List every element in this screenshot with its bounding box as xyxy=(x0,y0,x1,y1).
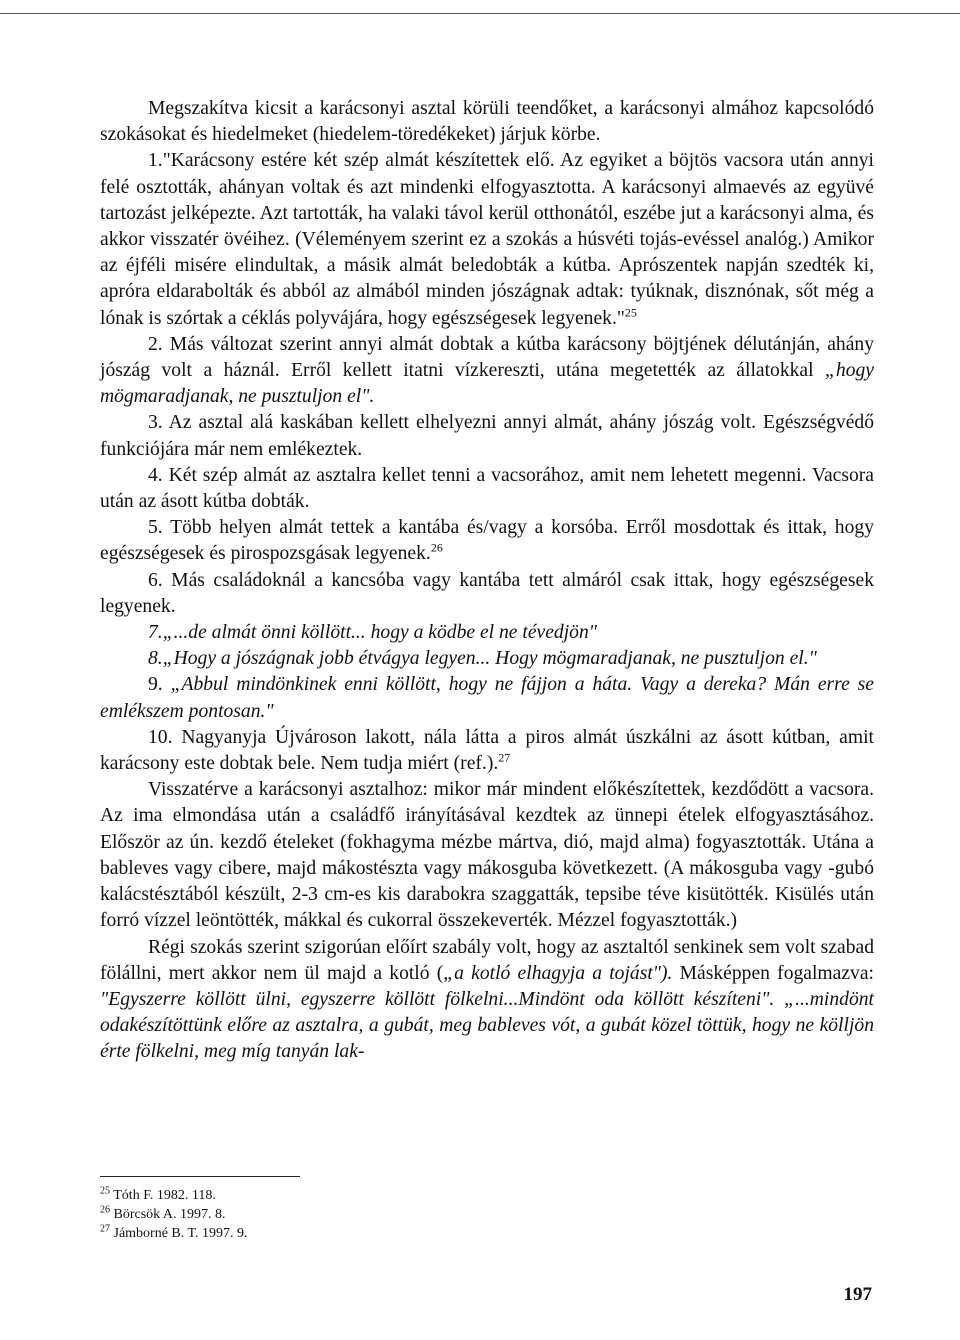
footnote-text: Börcsök A. 1997. 8. xyxy=(110,1207,226,1222)
top-rule xyxy=(0,13,960,14)
footnote-text: Tóth F. 1982. 118. xyxy=(110,1188,216,1203)
paragraph-item-8 xyxy=(100,646,874,672)
text-run: 8.„Hogy a jószágnak jobb étvágya legyen... Hogy mögmaradjanak, ne pusztuljon el." xyxy=(148,648,817,670)
footnote-number: 25 xyxy=(100,1185,110,1197)
text-run: Visszatérve a karácsonyi asztalhoz: mikor már mindent előkészítettek, kezdődött a vacsora. Az ima elmondása után a családfő irányításával kezdtek az ünnepi ételek elfogyasztásához. Először az ún. kezdő ételeket (fokhagyma mézbe mártva, dió, majd alma) fogyasztották. Utána a bableves vagy cibere, majd mákostészta vagy mákosguba következett. (A mákosguba vagy -gubó kalácstésztából készült, 2-3 cm-es kis darabokra szaggatták, tepsibe téve kisütötték. Kisülés után forró vízzel leöntötték, mákkal és cukorral összekeverték. Mézzel fogyasztották.) xyxy=(100,779,874,932)
text-run: Másképpen fogalmazva: xyxy=(672,962,874,984)
text-run: 2. Más változat szerint annyi almát dobtak a kútba karácsony böjtjének délutánján, ahány jószág volt a háznál. Erről kellett itatni vízkereszti, utána megetették az állatokkal xyxy=(100,333,874,382)
paragraph-item-2 xyxy=(100,332,874,411)
text-run: „hogy mögmaradjanak, ne pusztuljon el". xyxy=(100,360,874,408)
paragraph-item-1 xyxy=(100,148,874,331)
paragraph-item-10 xyxy=(100,725,874,777)
footnote-ref: 26 xyxy=(430,540,443,555)
text-run: 9. xyxy=(148,674,171,696)
text-run: 7.„...de almát önni köllött... hogy a ködbe el ne tévedjön" xyxy=(148,622,597,644)
text-run: 10. Nagyanyja Újvároson lakott, nála látta a piros almát úszkálni az ásott kútban, amit karácsony este dobtak bele. Nem tudja miért (ref.). xyxy=(100,726,874,775)
footnote-ref: 27 xyxy=(498,750,511,765)
page-number: 197 xyxy=(843,1284,872,1305)
paragraph-rule xyxy=(100,935,874,1066)
footnote-separator xyxy=(100,1176,300,1177)
paragraph-item-4 xyxy=(100,463,874,515)
text-run: „a kotló elhagyja a tojást"). xyxy=(443,962,673,984)
text-run: 4. Két szép almát az asztalra kellet tenni a vacsorához, amit nem lehetett megenni. Vacsora után az ásott kútba dobták. xyxy=(100,464,874,513)
paragraph-item-5 xyxy=(100,515,874,567)
text-run: Régi szokás szerint szigorúan előírt szabály volt, hogy az asztaltól senkinek sem volt szabad fölállni, mert akkor nem ül majd a kotló ( xyxy=(100,936,874,984)
text-run: Megszakítva kicsit a karácsonyi asztal körüli teendőket, a karácsonyi almához kapcsolódó szokásokat és hiedelmeket (hiedelem-töredékeket) járjuk körbe. xyxy=(100,98,874,146)
footnote xyxy=(100,1224,500,1243)
paragraph-item-6 xyxy=(100,568,874,620)
footnote xyxy=(100,1186,500,1205)
text-run: 3. Az asztal alá kaskában kellett elhelyezni annyi almát, ahány jószág volt. Egészségvédő funkciójára már nem emlékeztek. xyxy=(100,412,874,460)
paragraph-item-9 xyxy=(100,672,874,724)
text-run: „Abbul mindönkinek enni köllött, hogy ne fájjon a háta. Vagy a dereka? Mán erre se emlékszem pontosan." xyxy=(100,674,875,722)
paragraph-intro xyxy=(100,96,874,148)
footnotes xyxy=(100,1186,500,1243)
body-text xyxy=(100,96,874,1066)
footnote-text: Jámborné B. T. 1997. 9. xyxy=(110,1226,248,1241)
footnote-number: 27 xyxy=(100,1223,110,1235)
paragraph-item-7 xyxy=(100,620,874,646)
text-run: 5. Több helyen almát tettek a kantába és/vagy a korsóba. Erről mosdottak és ittak, hogy egészségesek és pirospozsgásak legyenek. xyxy=(100,517,874,565)
paragraph-item-3 xyxy=(100,410,874,462)
text-run: "Egyszerre köllött ülni, egyszerre köllött fölkelni...Mindönt oda köllött készíteni". „...mindönt odakészítöttünk előre az asztalra, a gubát, meg bableves vót, a gubát közel töttük, hogy ne kölljön érte fölkelni, meg míg tanyán lak- xyxy=(100,988,874,1063)
footnote-ref: 25 xyxy=(624,305,637,320)
paragraph-return xyxy=(100,777,874,934)
footnote xyxy=(100,1205,500,1224)
footnote-number: 26 xyxy=(100,1204,110,1216)
text-run: 6. Más családoknál a kancsóba vagy kantába tett almáról csak ittak, hogy egészségesek legyenek. xyxy=(100,569,874,617)
text-run: 1."Karácsony estére két szép almát készítettek elő. Az egyiket a böjtös vacsora után annyi felé osztották, ahányan voltak és azt mindenki elfogyasztotta. A karácsonyi almaevés az együvé tartozást jelképezte. Azt tartották, ha valaki távol kerül otthonától, eszébe jut a karácsonyi alma, és akkor visszatér övéihez. (Véleményem szerint ez a szokás a húsvéti tojás-evéssel analóg.) Amikor az éjféli misére elindultak, a másik almát beledobták a kútba. Aprószentek napján szedték ki, apróra eldarabolták és abból az almából minden jószágnak adtak: tyúknak, disznónak, sőt még a lónak is szórtak a céklás polyvájára, hogy egészségesek legyenek." xyxy=(100,150,874,329)
